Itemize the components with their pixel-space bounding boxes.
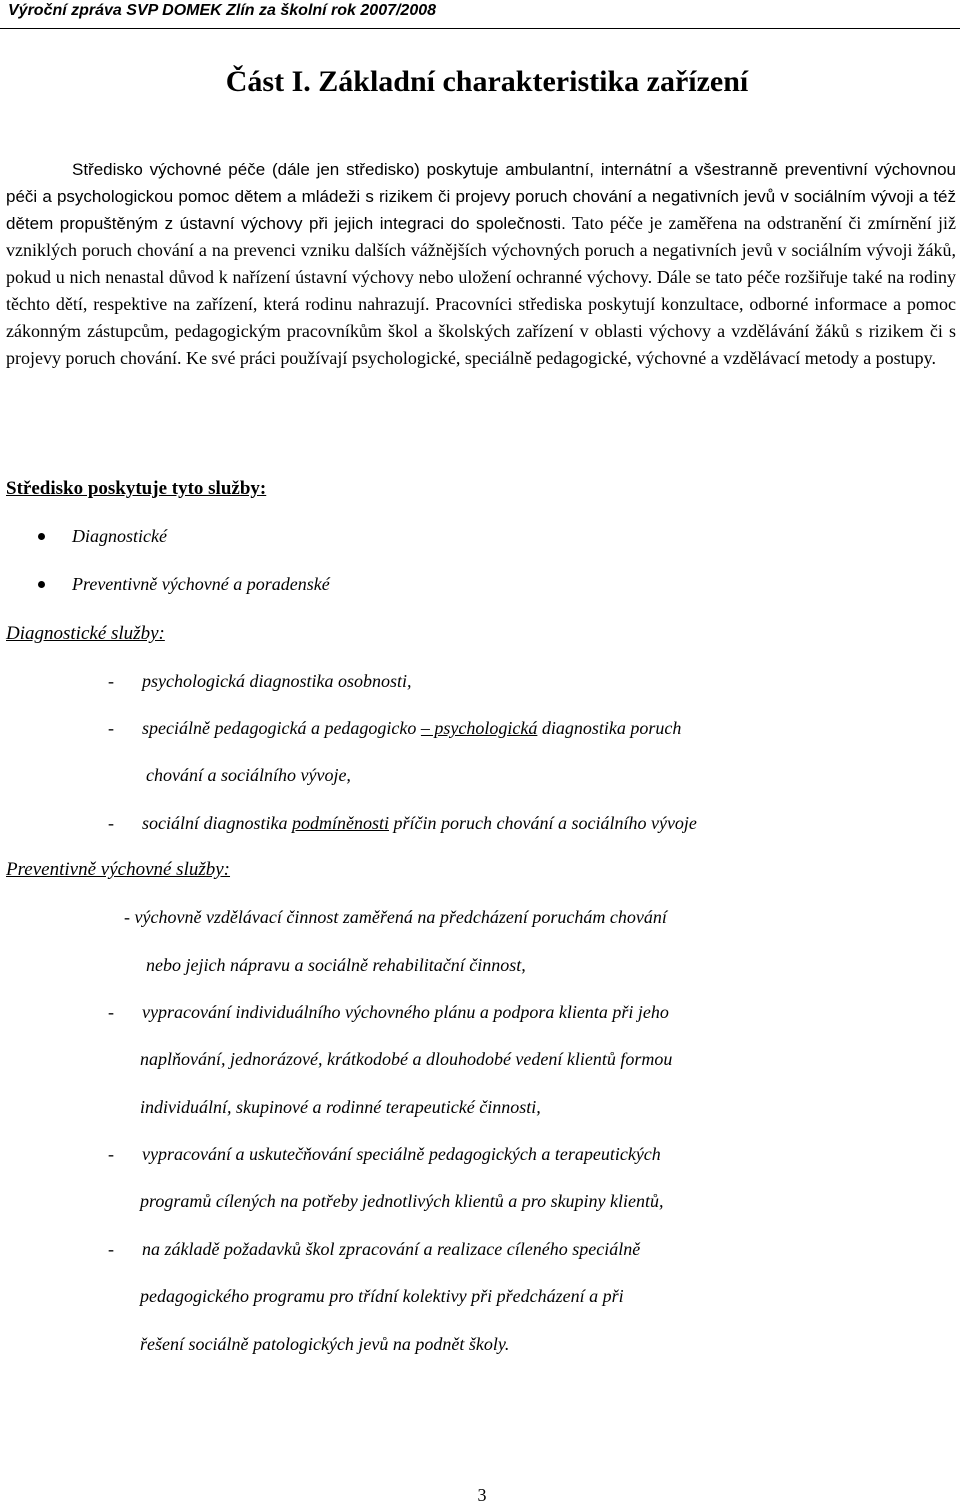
header-rule [0,28,960,29]
preventive-item-text: na základě požadavků škol zpracování a realizace cíleného speciálně [142,1239,641,1259]
diagnostic-item-text-part: sociální diagnostika [142,813,292,833]
diagnostic-item-link[interactable]: podmíněnosti [292,813,389,833]
diagnostic-item-continuation: chování a sociálního vývoje, [146,765,351,785]
preventive-item-continuation: individuální, skupinové a rodinné terapeutické činnosti, [140,1097,541,1117]
preventive-item-continuation: pedagogického programu pro třídní kolektivy při předcházení a při [140,1286,624,1306]
dash-marker: - [108,1144,114,1164]
diagnostic-item-text: psychologická diagnostika osobnosti, [142,671,412,691]
dash-marker: - [108,1239,114,1259]
diagnostic-item-text-part: příčin poruch chování a sociálního vývoje [389,813,697,833]
preventive-heading: Preventivně výchovné služby: [6,859,231,880]
diagnostic-item-text [142,810,697,836]
intro-part-2: Tato péče je zaměřena na odstranění či zmírnění již vzniklých poruch chování a na prevenci vzniku dalších vážnějších výchovných poruch a negativních jevů v sociálním vývoji žáků, pokud u nich nenastal důvod k nařízení ústavní výchovy nebo uložení ochranné výchovy. Dále se tato péče rozšiřuje také na rodiny těchto dětí, respektive na zařízení, která rodinu nahrazují. Pracovníci střediska poskytují konzultace, odborné informace a pomoc zákonným zástupcům, pedagogickým pracovníkům škol a školských zařízení v oblasti výchovy a vzdělávání žáků s rizikem či s projevy poruch chování. Ke své práci používají psychologické, speciálně pedagogické, výchovné a vzdělávací metody a postupy. [6,213,956,368]
preventive-item-continuation: řešení sociálně patologických jevů na podnět školy. [140,1334,510,1354]
dash-marker: - [108,671,114,691]
diagnostic-item-text-part: diagnostika poruch [537,718,682,738]
services-heading: Středisko poskytuje tyto služby: [6,478,267,499]
dash-marker: - [108,718,114,738]
preventive-item-continuation: nebo jejich nápravu a sociálně rehabilitační činnost, [146,955,526,975]
dash-marker: - [108,813,114,833]
document-header: Výroční zpráva SVP DOMEK Zlín za školní rok 2007/2008 [8,2,437,19]
preventive-item-text: vypracování a uskutečňování speciálně pedagogických a terapeutických [142,1144,661,1164]
diagnostic-item-text-part: speciálně pedagogická a pedagogicko [142,718,421,738]
bullet-icon [38,581,45,588]
diagnostic-item-text [142,715,681,741]
intro-paragraph [6,156,956,372]
preventive-item: - výchovně vzdělávací činnost zaměřená na předcházení poruchám chování [124,907,667,927]
page-number: 3 [477,1485,487,1505]
diagnostic-item-link[interactable]: – psychologická [420,718,538,738]
bullet-icon [38,533,45,540]
preventive-item-text: vypracování individuálního výchovného plánu a podpora klienta při jeho [142,1002,669,1022]
intro-part-1: Středisko výchovné péče (dále jen středisko) poskytuje ambulantní, internátní a všestranně preventivní výchovnou péči a psychologickou pomoc dětem a mládeži s rizikem či projevy poruch chování a negativních jevů v sociálním vývoji a též dětem propuštěným z ústavní výchovy při jejich integraci do společnosti. [6,160,956,233]
preventive-item-continuation: programů cílených na potřeby jednotlivých klientů a pro skupiny klientů, [140,1191,664,1211]
bullet-label: Diagnostické [72,526,167,546]
preventive-item-continuation: naplňování, jednorázové, krátkodobé a dlouhodobé vedení klientů formou [140,1049,673,1069]
diagnostic-heading: Diagnostické služby: [6,623,165,644]
page-title: Část I. Základní charakteristika zařízení [225,65,749,98]
bullet-label: Preventivně výchovné a poradenské [72,574,330,594]
dash-marker: - [108,1002,114,1022]
